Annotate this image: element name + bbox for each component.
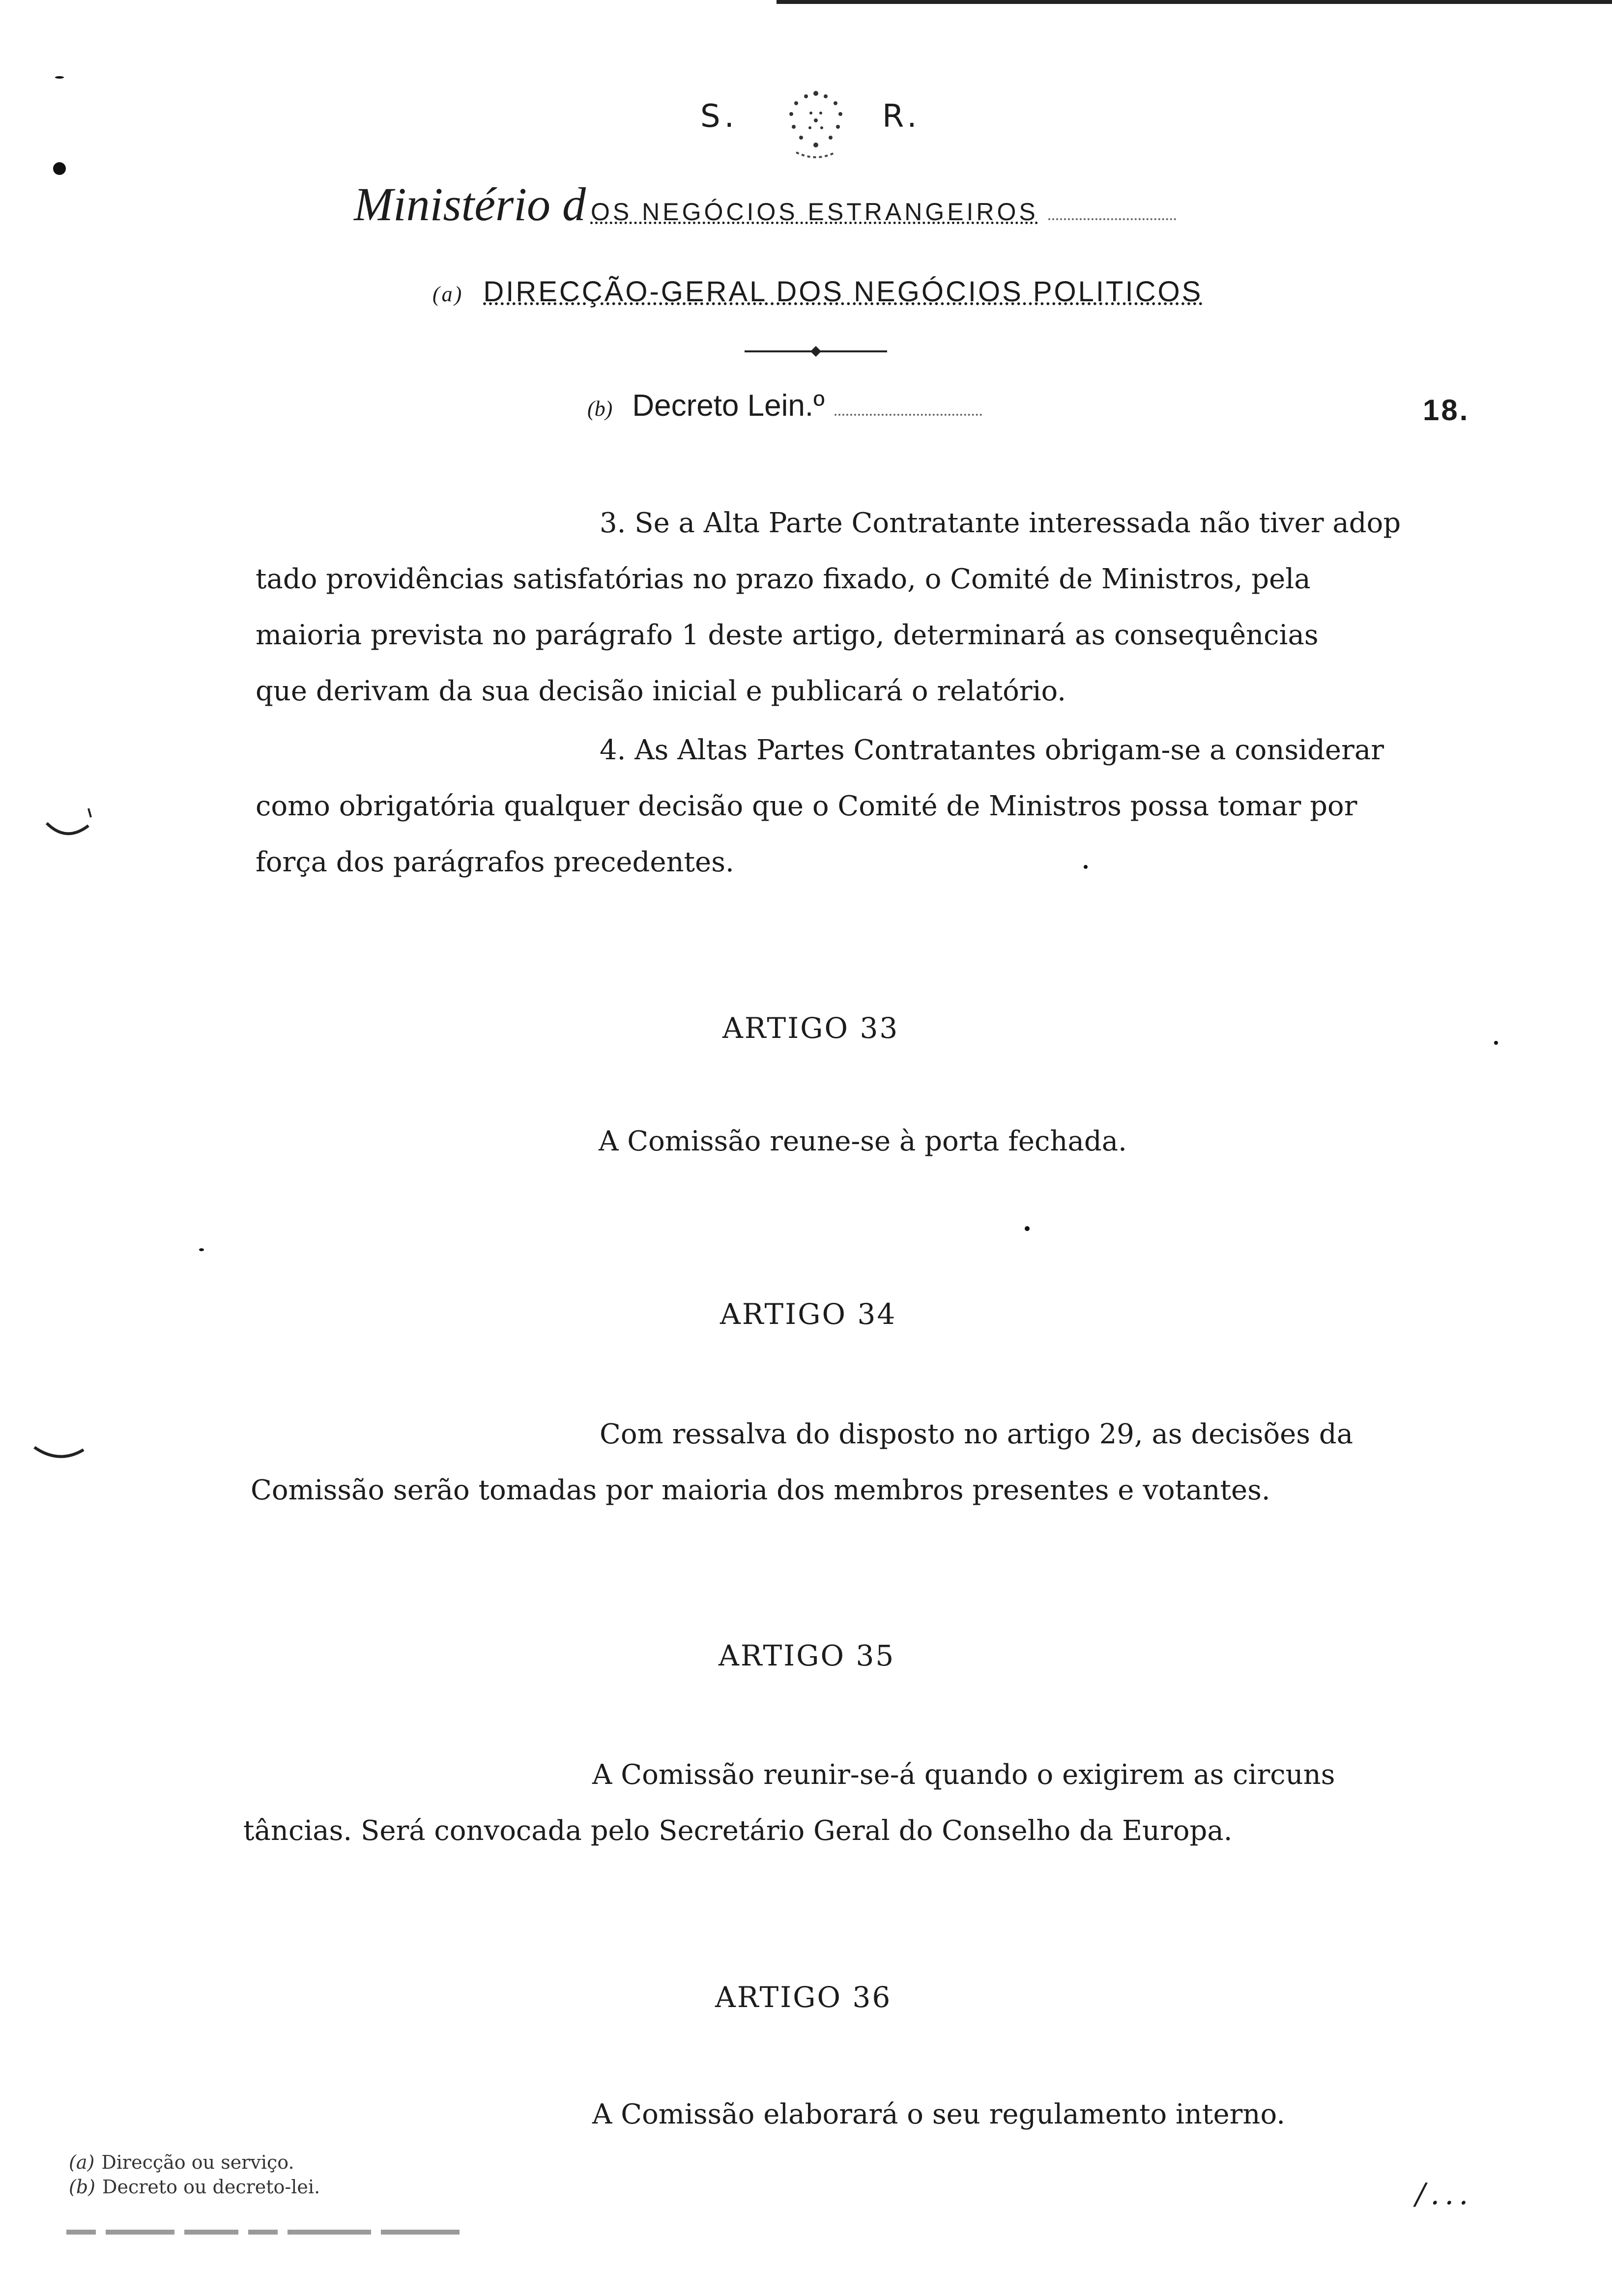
paragraph-line: força dos parágrafos precedentes. bbox=[256, 846, 734, 878]
scan-speck bbox=[1084, 865, 1088, 869]
article-33-heading: ARTIGO 33 bbox=[722, 1011, 899, 1045]
decreto-number-label: n.º bbox=[788, 389, 825, 423]
footnote-b-text: Decreto ou decreto-lei. bbox=[102, 2176, 320, 2198]
printer-mark bbox=[66, 2225, 469, 2238]
article-35-text bbox=[243, 1747, 1541, 1859]
top-edge-line bbox=[777, 0, 1612, 4]
article-34-heading: ARTIGO 34 bbox=[720, 1297, 897, 1331]
footnote-a-text: Direcção ou serviço. bbox=[101, 2152, 294, 2173]
margin-mark bbox=[29, 1437, 88, 1467]
continuation-mark: /... bbox=[1415, 2177, 1473, 2211]
letterhead-s: S. bbox=[700, 98, 738, 135]
direccao-line bbox=[432, 275, 1203, 308]
ministry-dotted-fill bbox=[1048, 218, 1176, 220]
ministry-title bbox=[354, 177, 1176, 231]
article-36-heading: ARTIGO 36 bbox=[715, 1980, 892, 2014]
article-35-heading: ARTIGO 35 bbox=[719, 1639, 895, 1672]
scan-speck bbox=[1025, 1226, 1030, 1231]
decreto-label: Decreto Lei bbox=[632, 389, 788, 423]
paragraph-line: 3. Se a Alta Parte Contratante interessada não tiver adop bbox=[600, 507, 1401, 539]
coat-of-arms-icon bbox=[767, 84, 865, 162]
paragraph-line: Com ressalva do disposto no artigo 29, as decisões da bbox=[600, 1418, 1353, 1450]
ornament-divider bbox=[745, 344, 887, 359]
paragraph-line: tâncias. Será convocada pelo Secretário Geral do Conselho da Europa. bbox=[243, 1815, 1233, 1847]
paragraph-line: que derivam da sua decisão inicial e publicará o relatório. bbox=[256, 675, 1066, 707]
direccao-text: DIRECÇÃO-GERAL DOS NEGÓCIOS POLITICOS bbox=[483, 276, 1203, 308]
paragraph-line: tado providências satisfatórias no prazo fixado, o Comité de Ministros, pela bbox=[256, 563, 1311, 595]
scan-speck bbox=[199, 1248, 204, 1251]
footnote-b-key: (b) bbox=[69, 2176, 95, 2198]
ministry-name: OS NEGÓCIOS ESTRANGEIROS bbox=[590, 198, 1038, 226]
decreto-number-fill bbox=[835, 414, 982, 416]
scan-speck bbox=[55, 76, 64, 79]
paragraph-line: A Comissão reunir-se-á quando o exigirem as circuns bbox=[592, 1759, 1335, 1791]
year: 18. bbox=[1423, 394, 1470, 427]
paragraph-3 bbox=[256, 495, 1533, 719]
margin-mark bbox=[42, 804, 96, 843]
scan-speck bbox=[1494, 1041, 1498, 1045]
letterhead-emblem bbox=[0, 84, 1612, 162]
paragraph-line: Comissão serão tomadas por maioria dos membros presentes e votantes. bbox=[251, 1474, 1270, 1506]
letterhead-r: R. bbox=[882, 98, 921, 135]
printer-mark-smudge bbox=[66, 2226, 469, 2239]
article-33-text: A Comissão reune-se à porta fechada. bbox=[599, 1125, 1127, 1157]
article-34-text bbox=[251, 1406, 1548, 1519]
footnote-a-key: (a) bbox=[69, 2152, 95, 2173]
article-36-text: A Comissão elaborará o seu regulamento interno. bbox=[592, 2098, 1286, 2130]
decreto-line bbox=[587, 388, 982, 423]
paragraph-line: como obrigatória qualquer decisão que o Comité de Ministros possa tomar por bbox=[256, 790, 1357, 822]
footnote-b bbox=[69, 2176, 320, 2198]
ministry-word: Ministério d bbox=[354, 178, 586, 230]
paragraph-line: maioria prevista no parágrafo 1 deste artigo, determinará as consequências bbox=[256, 619, 1319, 651]
direccao-marker: (a) bbox=[432, 282, 464, 306]
paragraph-4 bbox=[256, 722, 1533, 890]
footnote-a bbox=[69, 2152, 294, 2173]
scan-speck bbox=[53, 162, 66, 175]
decreto-marker: (b) bbox=[587, 397, 613, 421]
paragraph-line: 4. As Altas Partes Contratantes obrigam-se a considerar bbox=[600, 734, 1384, 766]
